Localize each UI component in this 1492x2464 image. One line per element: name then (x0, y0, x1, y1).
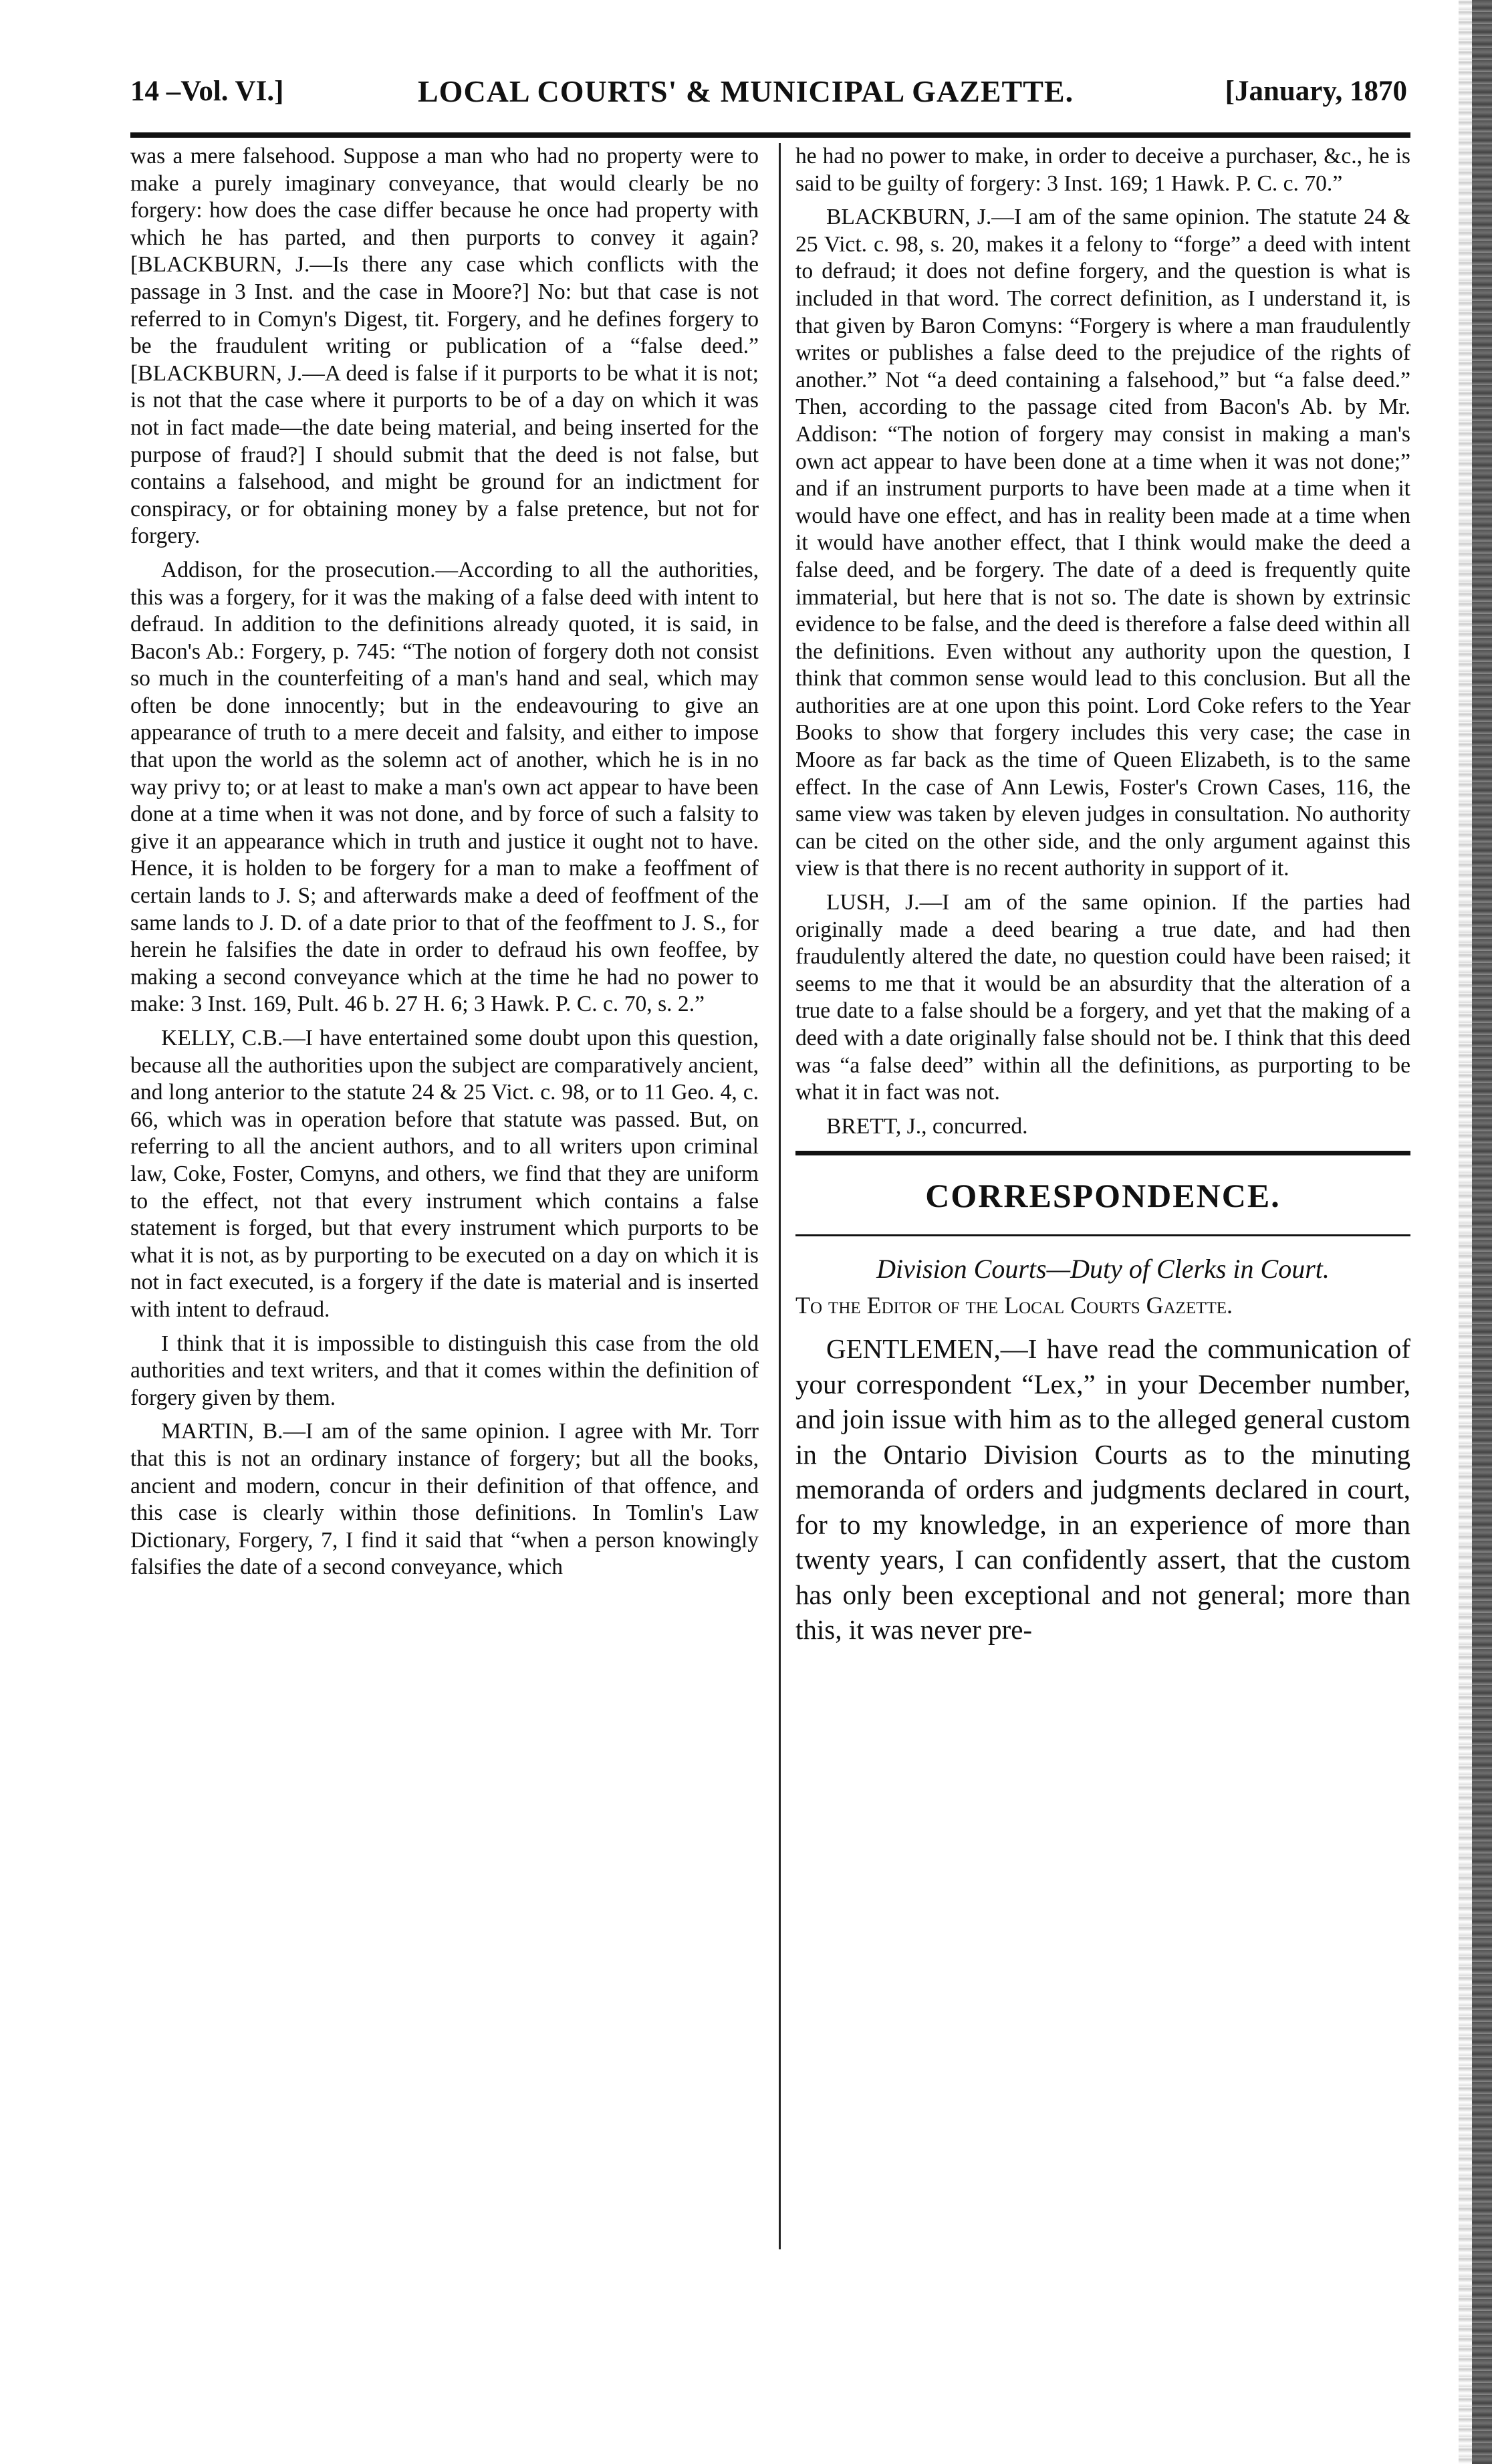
letter-body: GENTLEMEN,—I have read the communication of your correspondent “Lex,” in your December number, and join issue with him as to the alleged general custom in the Ontario Division Courts as to the minuting memoranda of orders and judgments declared in court, for to my knowledge, in an experience of more than twenty years, I can confidently assert, that the custom has only been exceptional and not general; more than this, it was never pre- (795, 1333, 1410, 1646)
paragraph: I think that it is impossible to distinguish this case from the old authorities and text writers, and that it comes within the definition of forgery given by them. (130, 1331, 759, 1410)
paragraph: KELLY, C.B.—I have entertained some doubt upon this question, because all the authorities upon the subject are comparatively ancient, and long anterior to the statute 24 & 25 Vict. c. 98, or to 11 Geo. 4, c. 66, which was in operation before that statute was passed. But, on referring to all the ancient authors, and to all writers upon criminal law, Coke, Foster, Comyns, and others, we find that they are uniform to the effect, not that every instrument which contains a false statement is forged, but that every instrument which purports to be what it is not, as by purporting to be executed on a day on which it is not in fact executed, is a forgery if the date is material and is inserted with intent to defraud. (130, 1026, 759, 1322)
column-divider (779, 143, 781, 2249)
page-edge-shadow (1459, 0, 1472, 2464)
section-title: CORRESPONDENCE. (925, 1177, 1281, 1215)
paragraph: BLACKBURN, J.—I am of the same opinion. The statute 24 & 25 Vict. c. 98, s. 20, makes it a felony to “forge” a deed with intent to defraud; it does not define forgery, and the question is what is included in that word. The correct definition, as I understand it, is that given by Baron Comyns: “Forgery is where a man fraudulently writes or publishes a false deed to the prejudice of the rights of another.” Not “a deed containing a falsehood,” but “a false deed.” Then, according to the passage cited from Bacon's Ab. by Mr. Addison: “The notion of forgery may consist in making a man's own act appear to have been done at a time when it was not done;” and if an instrument purports to have been made at a time when it would have one effect, and has in reality been made at a time when it would have another effect, that I think would make the deed a false deed, and be forgery. The date of a deed is frequently quite immaterial, but here that is not so. The date is shown by extrinsic evidence to be false, and the deed is therefore a false deed within all the definitions. Even without any authority upon the question, I think that common sense would lead to this conclusion. But all the authorities are at one upon this point. Lord Coke refers to the Year Books to show that forgery includes this very case; the case in Moore as far back as the time of Queen Elizabeth, is to the same effect. In the case of Ann Lewis, Foster's Crown Cases, 116, the same view was taken by eleven judges in consultation. No authority can be cited on the other side, and the only argument against this view is that there is no recent authority in support of it. (795, 205, 1410, 881)
paragraph: was a mere falsehood. Suppose a man who had no property were to make a purely imaginary conveyance, that would clearly be no forgery: how does the case differ because he once had property with which he has parted, and then purports to convey it again? [BLACKBURN, J.—Is there any case which conflicts with the passage in 3 Inst. and the case in Moore?] No: but that case is not referred to in Comyn's Digest, tit. Forgery, and he defines forgery to be the fraudulent writing or publication of a “false deed.” [BLACKBURN, J.—A deed is false if it purports to be what it is not; is not that the case where it purports to be of a day on which it was not in fact made—the date being material, and being inserted for the purpose of fraud?] I should submit that the deed is not false, but contains a falsehood, and might be ground for an indictment for conspiracy, or for obtaining money by a false pretence, but not for forgery. (130, 144, 759, 549)
left-column (130, 143, 759, 1588)
letter-subject: Division Courts—Duty of Clerks in Court. (876, 1254, 1330, 1284)
paragraph: BRETT, J., concurred. (826, 1113, 1028, 1139)
header-rule (130, 132, 1410, 138)
section-rule-thin (795, 1234, 1410, 1236)
paragraph: MARTIN, B.—I am of the same opinion. I agree with Mr. Torr that this is not an ordinary instance of forgery; but all the books, ancient and modern, concur in their definition of that offence, and this case is clearly within those definitions. In Tomlin's Law Dictionary, Forgery, 7, I find it said that “when a person knowingly falsifies the date of a second conveyance, which (130, 1419, 759, 1580)
publication-title: LOCAL COURTS' & MUNICIPAL GAZETTE. (418, 74, 1074, 108)
paragraph: Addison, for the prosecution.—According to all the authorities, this was a forgery, for it was the making of a false deed with intent to defraud. In addition to the definitions already quoted, it is said, in Bacon's Ab.: Forgery, p. 745: “The notion of forgery doth not consist so much in the counterfeiting of a man's hand and seal, which may often be done innocently; but in the endeavouring to give an appearance of truth to a mere deceit and falsity, and either to impose that upon the world as the solemn act of another, which he is in no way privy to; or at least to make a man's own act appear to have been done at a time when it was not done, and by force of such a falsity to give it an appearance which in truth and justice it ought not to have. Hence, it is holden to be forgery for a man to make a feoffment of certain lands to J. S; and afterwards make a deed of feoffment of the same lands to J. D. of a date prior to that of the feoffment to J. S., for herein he falsifies the date in order to defraud his own feoffee, by making a second conveyance which at the time he had no power to make: 3 Inst. 169, Pult. 46 b. 27 H. 6; 3 Hawk. P. C. c. 70, s. 2.” (130, 557, 759, 1017)
paragraph: LUSH, J.—I am of the same opinion. If the parties had originally made a deed bearing a true date, and had then fraudulently altered the date, no question could have been raised; it seems to me that it would be an absurdity that the alteration of a true date to a false should be a forgery, and yet that the making of a deed with a date originally false should not be. I think that this deed was “a false deed” within all the definitions, as purporting to be what it in fact was not. (795, 890, 1410, 1105)
running-header (130, 70, 1407, 123)
page-edge-binding (1472, 0, 1492, 2464)
page-volume: 14 –Vol. VI.] (130, 76, 284, 107)
paragraph: he had no power to make, in order to deceive a purchaser, &c., he is said to be guilty of forgery: 3 Inst. 169; 1 Hawk. P. C. c. 70.” (795, 144, 1410, 196)
issue-date: [January, 1870 (1225, 76, 1407, 107)
letter-address: To the Editor of the Local Courts Gazette. (795, 1292, 1233, 1319)
right-column (795, 143, 1410, 1648)
section-rule (795, 1151, 1410, 1155)
